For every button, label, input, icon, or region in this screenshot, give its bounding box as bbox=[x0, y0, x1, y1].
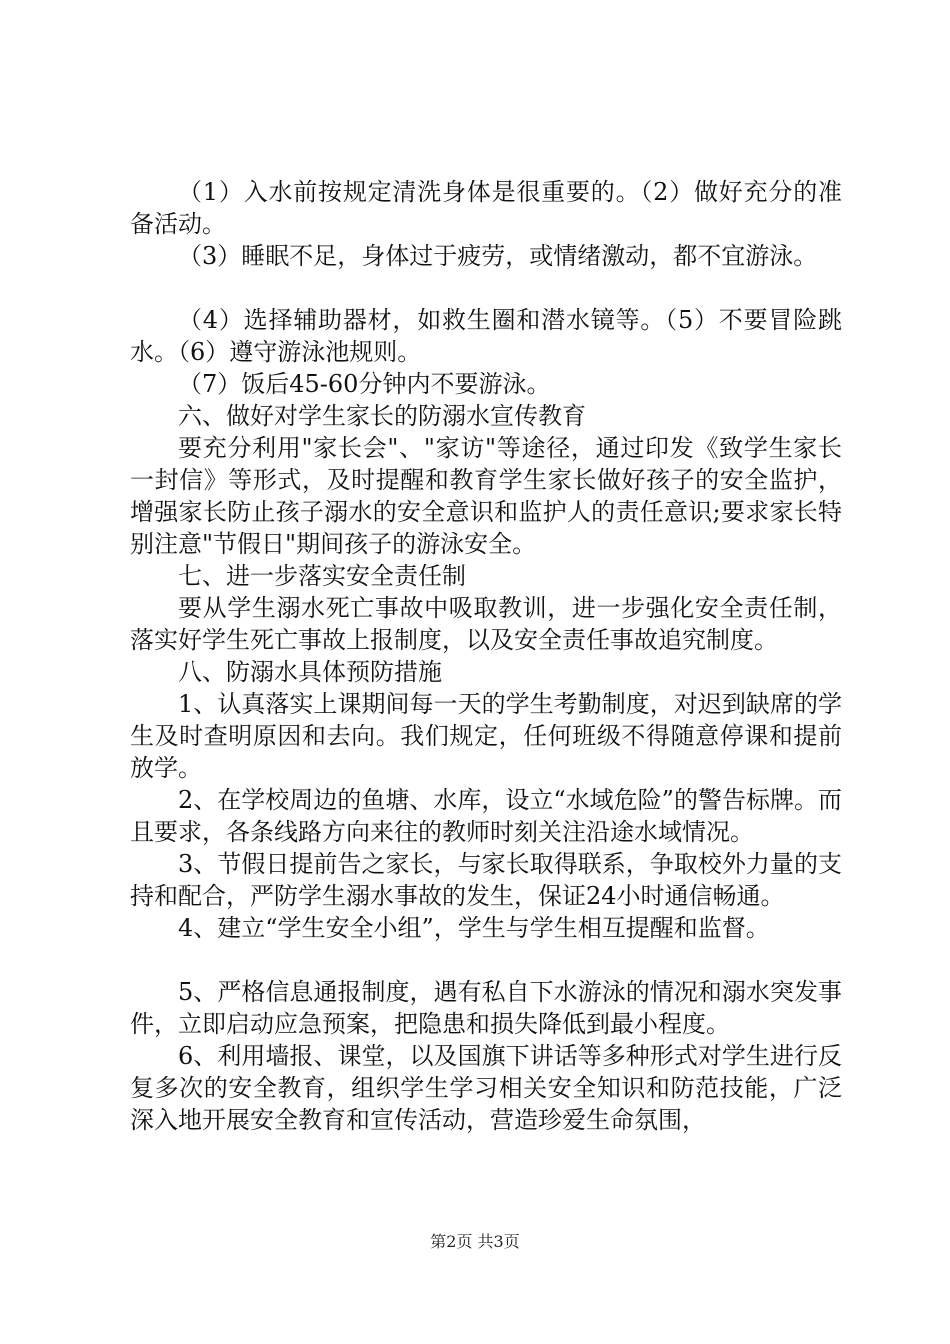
measure-item-6: 6、利用墙报、课堂，以及国旗下讲话等多种形式对学生进行反复多次的安全教育，组织学生学习相关安全知识和防范技能，广泛深入地开展安全教育和宣传活动，营造珍爱生命氛围， bbox=[130, 1042, 842, 1134]
measure-item-4: 4、建立“学生安全小组”，学生与学生相互提醒和监督。 bbox=[178, 914, 770, 942]
section-heading-8: 八、防溺水具体预防措施 bbox=[178, 658, 442, 686]
page-number-footer: 第2页 共3页 bbox=[430, 1232, 520, 1251]
paragraph-3: （4）选择辅助器材，如救生圈和潜水镜等。（5）不要冒险跳水。（6）遵守游泳池规则。 bbox=[130, 306, 842, 366]
section-heading-7: 七、进一步落实安全责任制 bbox=[178, 562, 466, 590]
measure-item-3: 3、节假日提前告之家长，与家长取得联系，争取校外力量的支持和配合，严防学生溺水事故的发生，保证24小时通信畅通。 bbox=[130, 850, 842, 910]
measure-item-1: 1、认真落实上课期间每一天的学生考勤制度，对迟到缺席的学生及时查明原因和去向。我们规定，任何班级不得随意停课和提前放学。 bbox=[130, 690, 842, 782]
measure-item-5: 5、严格信息通报制度，遇有私自下水游泳的情况和溺水突发事件，立即启动应急预案，把隐患和损失降低到最小程度。 bbox=[130, 978, 842, 1038]
paragraph-4: （7）饭后45-60分钟内不要游泳。 bbox=[178, 370, 551, 398]
document-body bbox=[130, 176, 842, 1136]
paragraph-1: （1）入水前按规定清洗身体是很重要的。（2）做好充分的准备活动。 bbox=[130, 178, 842, 238]
paragraph-2: （3）睡眠不足，身体过于疲劳，或情绪激动，都不宜游泳。 bbox=[178, 242, 818, 270]
paragraph-6: 要从学生溺水死亡事故中吸取教训，进一步强化安全责任制，落实好学生死亡事故上报制度，以及安全责任事故追究制度。 bbox=[130, 594, 842, 654]
measure-item-2: 2、在学校周边的鱼塘、水库，设立“水域危险”的警告标牌。而且要求，各条线路方向来往的教师时刻关注沿途水域情况。 bbox=[130, 786, 842, 846]
paragraph-5: 要充分利用"家长会"、"家访"等途径，通过印发《致学生家长一封信》等形式，及时提醒和教育学生家长做好孩子的安全监护，增强家长防止孩子溺水的安全意识和监护人的责任意识;要求家长特别注意"节假日"期间孩子的游泳安全。 bbox=[130, 434, 842, 558]
section-heading-6: 六、做好对学生家长的防溺水宣传教育 bbox=[178, 402, 586, 430]
